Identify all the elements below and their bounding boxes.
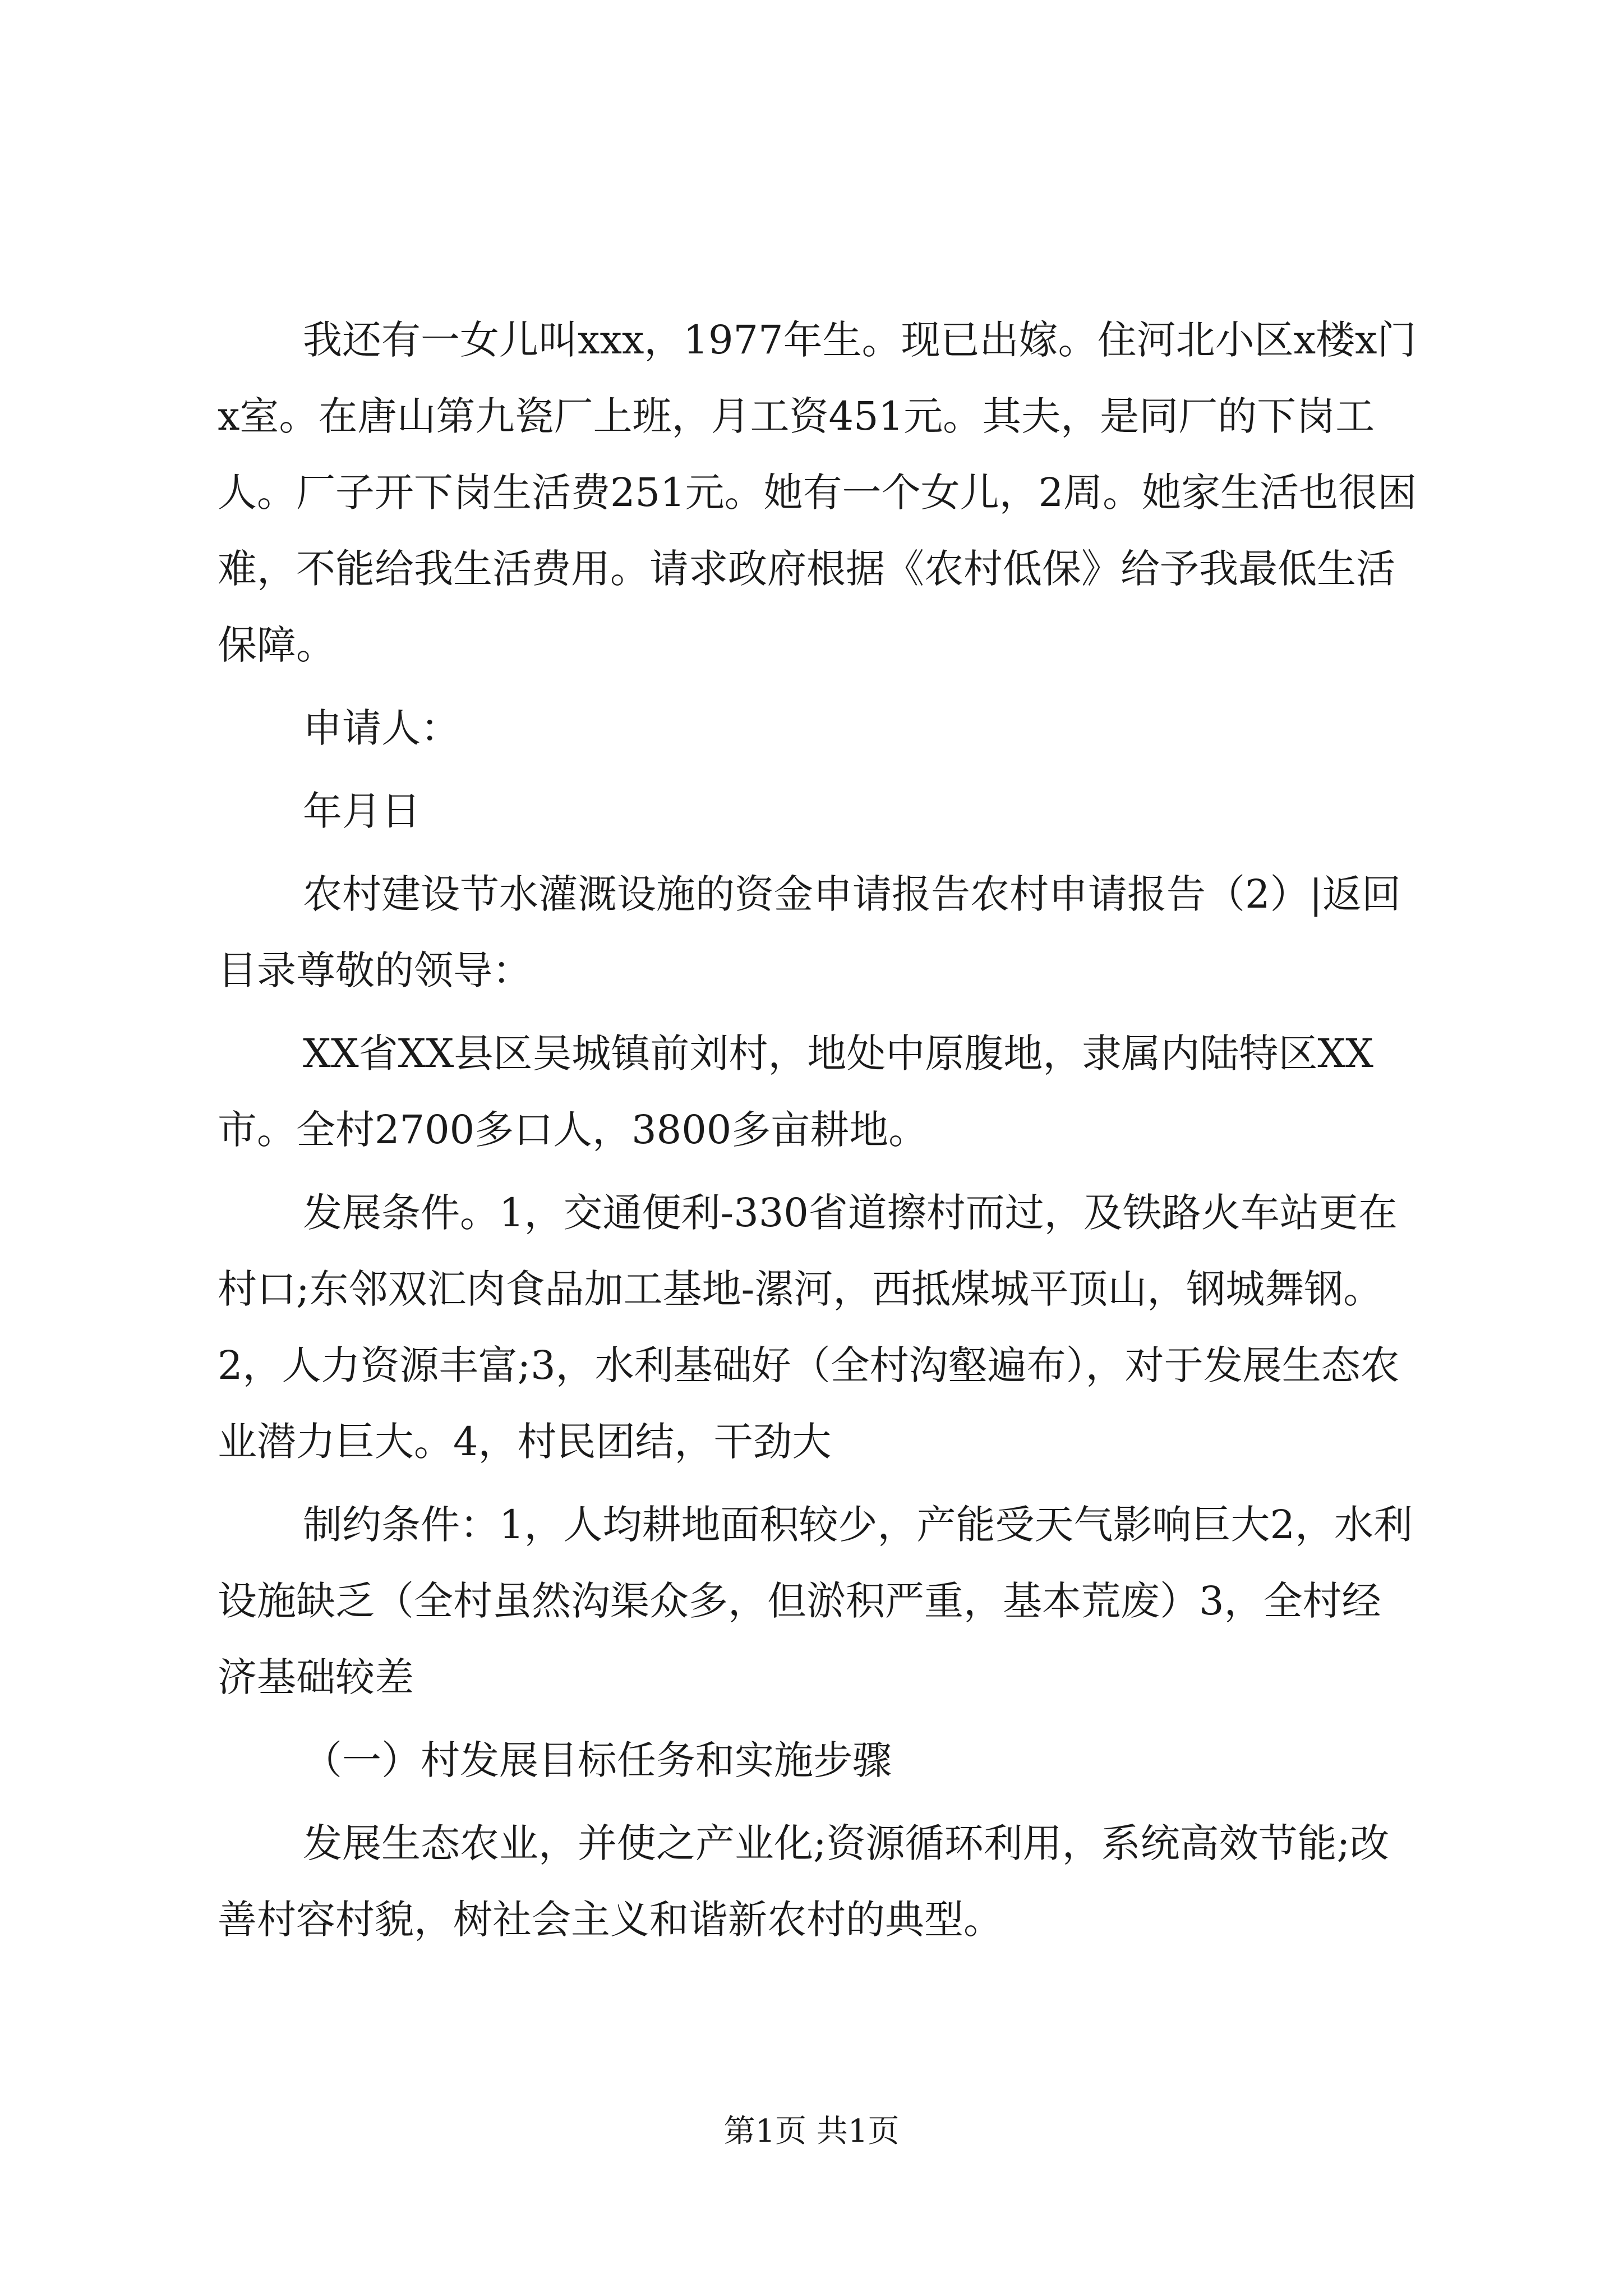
section-heading: （一）村发展目标任务和实施步骤: [303, 1737, 892, 1783]
paragraph-goals: 发展生态农业，并使之产业化;资源循环利用，系统高效节能;改善村容村貌，树社会主义和谐新农村的典型。: [218, 1820, 1390, 1943]
paragraph-constraints: 制约条件：1，人均耕地面积较少，产能受天气影响巨大2，水利设施缺乏（全村虽然沟渠众多，但淤积严重，基本荒废）3，全村经济基础较差: [218, 1502, 1413, 1700]
paragraph-daughter-info: 我还有一女儿叫xxx，1977年生。现已出嫁。住河北小区x楼x门x室。在唐山第九瓷厂上班，月工资451元。其夫，是同厂的下岗工人。厂子开下岗生活费251元。她有一个女儿，2周。她家生活也很困难，不能给我生活费用。请求政府根据《农村低保》给予我最低生活保障。: [218, 317, 1417, 668]
page-footer: 第1页 共1页: [723, 2113, 900, 2150]
paragraph-applicant: 申请人：: [303, 705, 460, 751]
paragraph-village-intro: XX省XX县区吴城镇前刘村，地处中原腹地，隶属内陆特区XX市。全村2700多口人，3800多亩耕地。: [218, 1030, 1374, 1153]
paragraph-report-title: 农村建设节水灌溉设施的资金申请报告农村申请报告（2）|返回目录尊敬的领导：: [218, 871, 1401, 993]
document-body: [218, 302, 1418, 1964]
paragraph-date: 年月日: [303, 788, 421, 834]
paragraph-development-conditions: 发展条件。1，交通便利-330省道擦村而过，及铁路火车站更在村口;东邻双汇肉食品加工基地-漯河，西抵煤城平顶山，钢城舞钢。2，人力资源丰富;3，水利基础好（全村沟壑遍布），对于发展生态农业潜力巨大。4，村民团结，干劲大: [218, 1190, 1400, 1465]
